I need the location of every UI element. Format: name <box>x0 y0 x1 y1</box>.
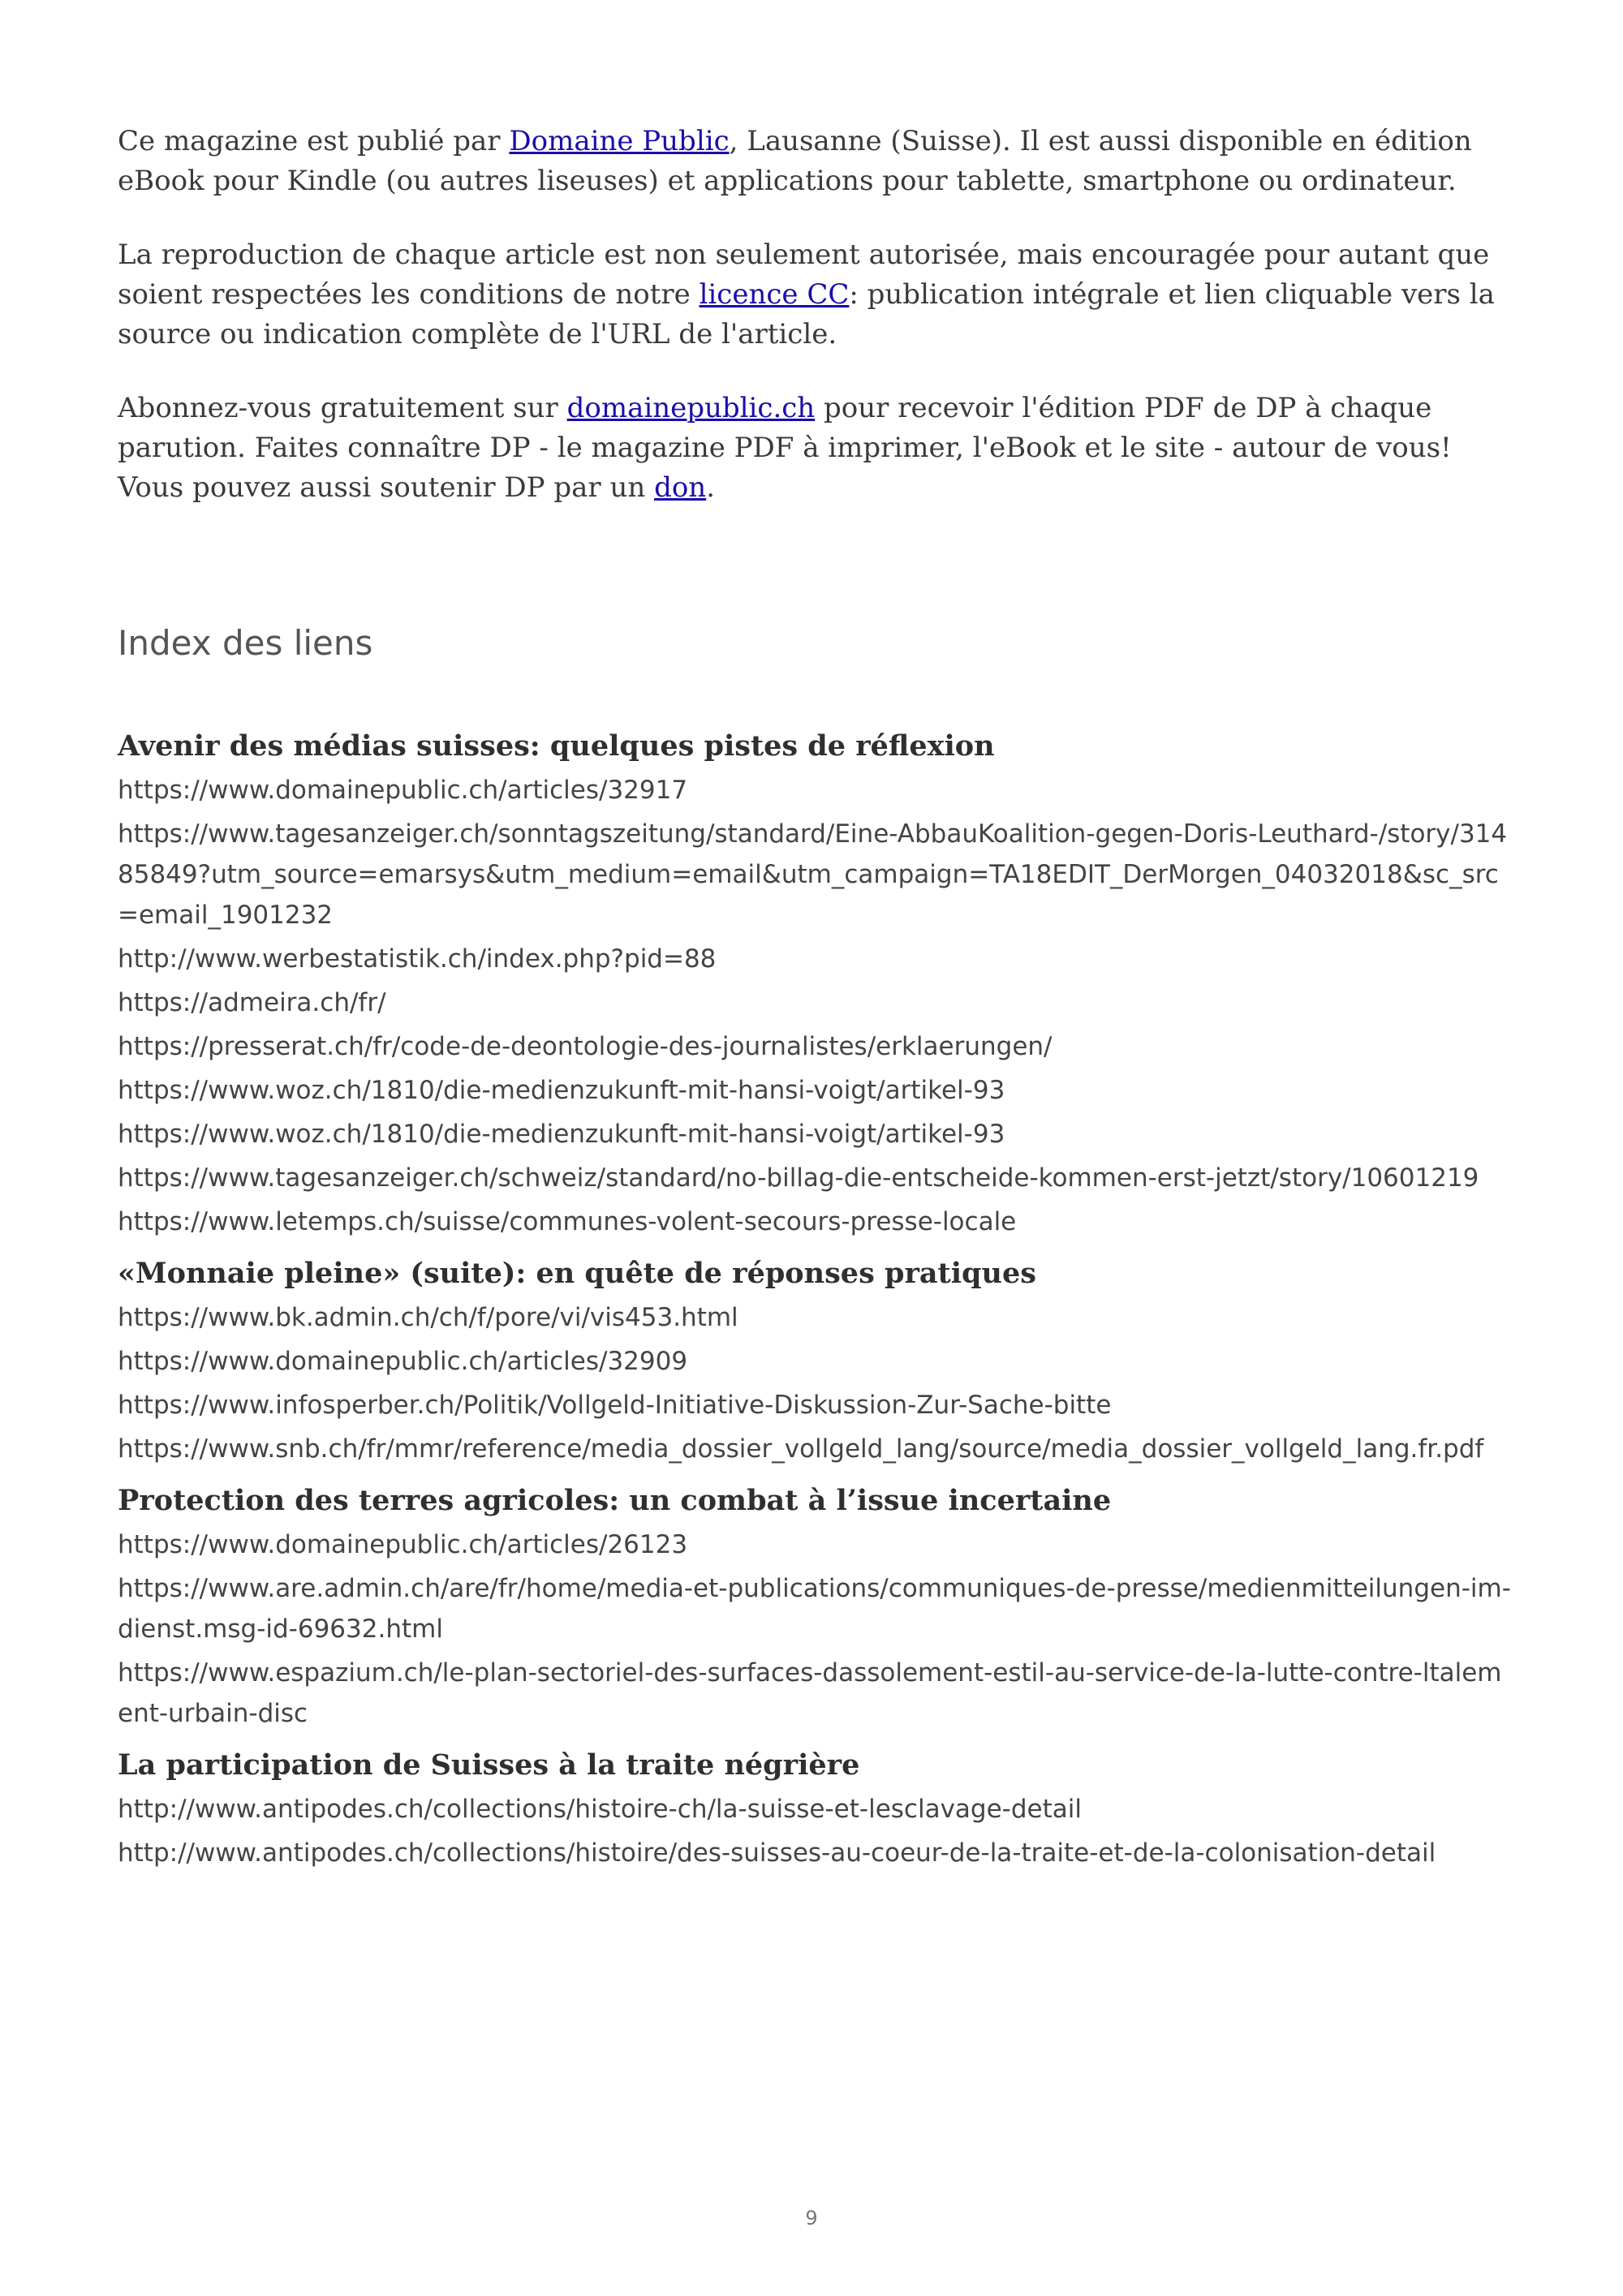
index-title: Index des liens <box>118 623 373 663</box>
link-group <box>118 1481 1513 1734</box>
url-item: https://www.tagesanzeiger.ch/sonntagszeitung/standard/Eine-AbbauKoalition-gegen-Doris-Leuthard-/story/31485849?utm_source=emarsys&utm_medium=email&utm_campaign=TA18EDIT_DerMorgen_04032018&sc_src=email_1901232 <box>118 819 1508 930</box>
url-item: https://www.domainepublic.ch/articles/32909 <box>118 1347 688 1376</box>
url-item: https://www.domainepublic.ch/articles/32917 <box>118 776 688 805</box>
link-group <box>118 1745 1513 1873</box>
url-item: https://admeira.ch/fr/ <box>118 988 386 1017</box>
domaine-public-link[interactable]: Domaine Public <box>509 125 730 157</box>
url-item: https://www.snb.ch/fr/mmr/reference/media_dossier_vollgeld_lang/source/media_dossier_vollgeld_lang.fr.pdf <box>118 1434 1484 1464</box>
link-group <box>118 1253 1513 1469</box>
group-title: Avenir des médias suisses: quelques pistes de réflexion <box>118 729 995 763</box>
intro-paragraph-publisher: Ce magazine est publié par Domaine Public, Lausanne (Suisse). Il est aussi disponible en édition eBook pour Kindle (ou autres liseuses) et applications pour tablette, smartphone ou ordinateur. <box>118 125 1472 197</box>
page-content <box>118 122 1513 1885</box>
link-index <box>118 726 1513 1873</box>
url-item: https://www.woz.ch/1810/die-medienzukunft-mit-hansi-voigt/artikel-93 <box>118 1076 1005 1105</box>
url-item: https://www.domainepublic.ch/articles/26123 <box>118 1530 688 1559</box>
link-group <box>118 726 1513 1242</box>
url-item: https://www.bk.admin.ch/ch/f/pore/vi/vis453.html <box>118 1303 738 1332</box>
intro-section <box>118 122 1513 508</box>
group-title: Protection des terres agricoles: un combat à l’issue incertaine <box>118 1484 1112 1517</box>
url-item: http://www.antipodes.ch/collections/histoire/des-suisses-au-coeur-de-la-traite-et-de-la-colonisation-detail <box>118 1838 1436 1868</box>
url-item: https://www.espazium.ch/le-plan-sectoriel-des-surfaces-dassolement-estil-au-service-de-la-lutte-contre-ltalement-urbain-disc <box>118 1658 1502 1728</box>
url-item: https://www.letemps.ch/suisse/communes-volent-secours-presse-locale <box>118 1207 1017 1236</box>
url-item: https://www.woz.ch/1810/die-medienzukunft-mit-hansi-voigt/artikel-93 <box>118 1120 1005 1149</box>
domainepublic-link[interactable]: domainepublic.ch <box>566 392 816 424</box>
group-title: La participation de Suisses à la traite négrière <box>118 1748 860 1782</box>
page-number: 9 <box>805 2207 818 2229</box>
url-item: https://www.are.admin.ch/are/fr/home/media-et-publications/communiques-de-presse/medienmitteilungen-im-dienst.msg-id-69632.html <box>118 1574 1511 1644</box>
url-item: http://www.antipodes.ch/collections/histoire-ch/la-suisse-et-lesclavage-detail <box>118 1795 1082 1824</box>
url-item: https://presserat.ch/fr/code-de-deontologie-des-journalistes/erklaerungen/ <box>118 1032 1053 1061</box>
url-item: https://www.tagesanzeiger.ch/schweiz/standard/no-billag-die-entscheide-kommen-erst-jetzt/story/10601219 <box>118 1163 1479 1193</box>
licence-cc-link[interactable]: licence CC <box>699 278 850 311</box>
intro-paragraph-license: La reproduction de chaque article est non seulement autorisée, mais encouragée pour autant que soient respectées les conditions de notre licence CC: publication intégrale et lien cliquable vers la source ou indication complète de l'URL de l'article. <box>118 239 1495 350</box>
url-item: https://www.infosperber.ch/Politik/Vollgeld-Initiative-Diskussion-Zur-Sache-bitte <box>118 1391 1112 1420</box>
don-link[interactable]: don <box>654 471 707 504</box>
url-item: http://www.werbestatistik.ch/index.php?pid=88 <box>118 944 717 974</box>
intro-paragraph-subscribe: Abonnez-vous gratuitement sur domainepublic.ch pour recevoir l'édition PDF de DP à chaque parution. Faites connaître DP - le magazine PDF à imprimer, l'eBook et le site - autour de vous! Vous pouvez aussi soutenir DP par un don. <box>118 392 1452 504</box>
group-title: «Monnaie pleine» (suite): en quête de réponses pratiques <box>118 1257 1036 1290</box>
